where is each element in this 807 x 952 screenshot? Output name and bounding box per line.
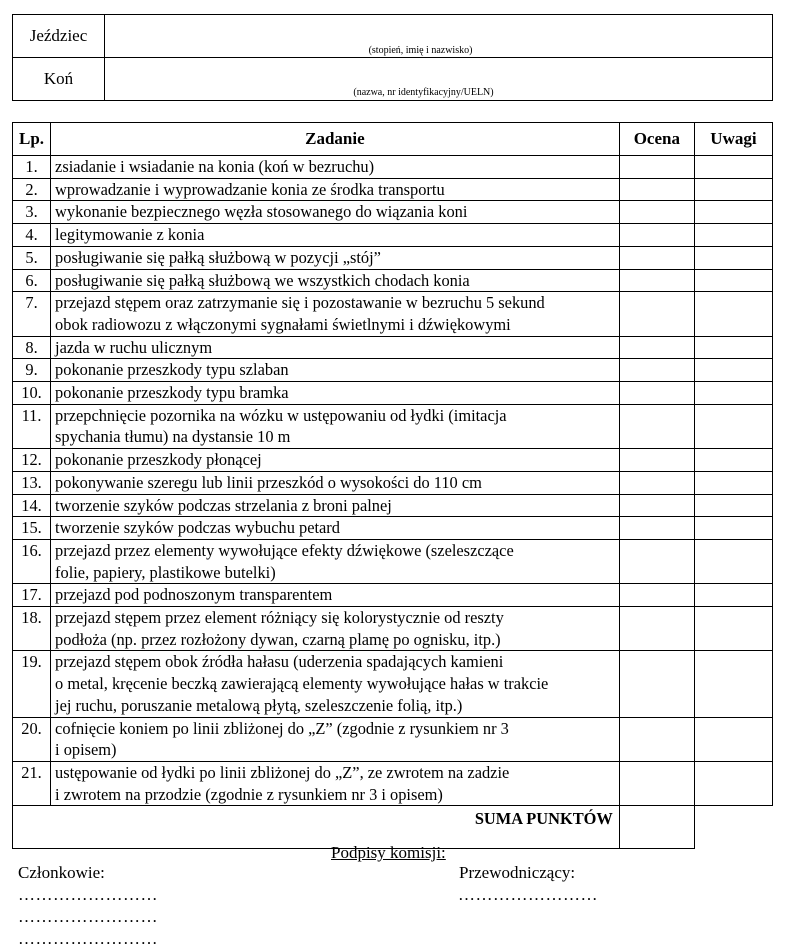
table-row: [13, 471, 773, 494]
notes-cell[interactable]: [694, 201, 772, 224]
task-line: folie, papiery, plastikowe butelki): [55, 562, 276, 582]
table-row: [13, 494, 773, 517]
task-line: wprowadzanie i wyprowadzanie konia ze środka transportu: [55, 179, 445, 199]
task-line: cofnięcie koniem po linii zbliżonej do „Z” (zgodnie z rysunkiem nr 3: [55, 718, 509, 738]
row-number: 3.: [13, 201, 51, 224]
score-cell[interactable]: [619, 156, 694, 179]
row-number: 2.: [13, 178, 51, 201]
score-cell[interactable]: [619, 651, 694, 717]
task-description: [51, 539, 620, 583]
score-cell[interactable]: [619, 449, 694, 472]
table-row: [13, 336, 773, 359]
task-description: [51, 178, 620, 201]
score-cell[interactable]: [619, 269, 694, 292]
notes-cell[interactable]: [694, 224, 772, 247]
table-row: [13, 517, 773, 540]
row-number: 8.: [13, 336, 51, 359]
notes-cell[interactable]: [694, 651, 772, 717]
notes-cell[interactable]: [694, 471, 772, 494]
task-description: [51, 201, 620, 224]
task-line: i zwrotem na przodzie (zgodnie z rysunkiem nr 3 i opisem): [55, 784, 443, 804]
task-description: [51, 717, 620, 761]
total-score-cell[interactable]: [619, 806, 694, 849]
score-cell[interactable]: [619, 201, 694, 224]
score-cell[interactable]: [619, 761, 694, 805]
table-row: [13, 201, 773, 224]
row-number: 14.: [13, 494, 51, 517]
task-description: [51, 651, 620, 717]
notes-cell[interactable]: [694, 156, 772, 179]
task-description: [51, 584, 620, 607]
score-cell[interactable]: [619, 246, 694, 269]
notes-cell[interactable]: [694, 717, 772, 761]
row-number: 15.: [13, 517, 51, 540]
task-line: tworzenie szyków podczas strzelania z broni palnej: [55, 495, 392, 515]
task-description: [51, 404, 620, 448]
task-line: jej ruchu, poruszanie metalową płytą, szeleszczenie folią, itp.): [55, 695, 463, 715]
table-row: [13, 292, 773, 336]
score-cell[interactable]: [619, 584, 694, 607]
task-line: tworzenie szyków podczas wybuchu petard: [55, 518, 340, 538]
task-line: obok radiowozu z włączonymi sygnałami świetlnymi i dźwiękowymi: [55, 314, 511, 334]
task-description: [51, 246, 620, 269]
task-line: przepchnięcie pozornika na wózku w ustępowaniu od łydki (imitacja: [55, 405, 507, 425]
table-row: [13, 404, 773, 448]
task-line: przejazd stępem obok źródła hałasu (uderzenia spadających kamieni: [55, 652, 504, 672]
row-number: 7.: [13, 292, 51, 336]
score-cell[interactable]: [619, 382, 694, 405]
rider-field[interactable]: [105, 15, 773, 58]
table-row: [13, 178, 773, 201]
task-line: legitymowanie z konia: [55, 225, 205, 245]
row-number: 21.: [13, 761, 51, 805]
notes-cell[interactable]: [694, 494, 772, 517]
task-description: [51, 449, 620, 472]
task-description: [51, 471, 620, 494]
horse-hint: (nazwa, nr identyfikacyjny/UELN): [353, 87, 494, 98]
table-row: [13, 224, 773, 247]
score-cell[interactable]: [619, 607, 694, 651]
tasks-table: [12, 122, 773, 849]
notes-cell[interactable]: [694, 539, 772, 583]
notes-cell[interactable]: [694, 269, 772, 292]
horse-label: Koń: [13, 58, 105, 101]
task-line: pokonanie przeszkody typu szlaban: [55, 360, 289, 380]
task-description: [51, 156, 620, 179]
total-blank-cell: [694, 806, 772, 849]
task-line: ustępowanie od łydki po linii zbliżonej do „Z”, ze zwrotem na zadzie: [55, 762, 510, 782]
task-line: przejazd stępem przez element różniący się kolorystycznie od reszty: [55, 608, 504, 628]
task-description: [51, 336, 620, 359]
score-cell[interactable]: [619, 224, 694, 247]
total-label: SUMA PUNKTÓW: [13, 806, 620, 849]
task-line: o metal, kręcenie beczką zawierającą elementy wywołujące hałas w trakcie: [55, 674, 549, 694]
row-number: 9.: [13, 359, 51, 382]
header-notes: Uwagi: [694, 123, 772, 156]
row-number: 13.: [13, 471, 51, 494]
table-row: [13, 607, 773, 651]
row-number: 1.: [13, 156, 51, 179]
notes-cell[interactable]: [694, 382, 772, 405]
score-cell[interactable]: [619, 471, 694, 494]
row-number: 10.: [13, 382, 51, 405]
table-row: [13, 761, 773, 805]
row-number: 4.: [13, 224, 51, 247]
task-line: zsiadanie i wsiadanie na konia (koń w bezruchu): [55, 157, 375, 176]
score-cell[interactable]: [619, 717, 694, 761]
rider-label: Jeździec: [13, 15, 105, 58]
task-line: przejazd przez elementy wywołujące efekty dźwiękowe (szeleszczące: [55, 540, 514, 560]
task-description: [51, 494, 620, 517]
notes-cell[interactable]: [694, 178, 772, 201]
notes-cell[interactable]: [694, 404, 772, 448]
task-description: [51, 761, 620, 805]
task-line: wykonanie bezpiecznego węzła stosowanego do wiązania koni: [55, 202, 468, 222]
header-task: Zadanie: [51, 123, 620, 156]
chair-label: Przewodniczący:: [459, 863, 576, 882]
row-number: 11.: [13, 404, 51, 448]
notes-cell[interactable]: [694, 336, 772, 359]
notes-cell[interactable]: [694, 761, 772, 805]
notes-cell[interactable]: [694, 292, 772, 336]
table-row: [13, 156, 773, 179]
member-signature-line[interactable]: ……………………: [18, 885, 158, 904]
table-row: [13, 539, 773, 583]
table-row: [13, 651, 773, 717]
task-description: [51, 517, 620, 540]
table-row: [13, 382, 773, 405]
task-line: posługiwanie się pałką służbową w pozycji „stój”: [55, 247, 381, 267]
score-cell[interactable]: [619, 336, 694, 359]
score-cell[interactable]: [619, 539, 694, 583]
score-cell[interactable]: [619, 517, 694, 540]
score-cell[interactable]: [619, 404, 694, 448]
chair-signature-line[interactable]: ……………………: [458, 885, 598, 904]
header-lp: Lp.: [13, 123, 51, 156]
task-line: i opisem): [55, 740, 117, 760]
row-number: 18.: [13, 607, 51, 651]
table-row: [13, 269, 773, 292]
score-cell[interactable]: [619, 292, 694, 336]
members-label: Członkowie:: [18, 863, 105, 882]
task-line: przejazd pod podnoszonym transparentem: [55, 585, 333, 605]
task-description: [51, 224, 620, 247]
task-rows: [13, 156, 773, 806]
member-signature-line[interactable]: ……………………: [18, 907, 158, 926]
task-line: jazda w ruchu ulicznym: [55, 337, 213, 357]
task-line: pokonanie przeszkody płonącej: [55, 450, 262, 470]
notes-cell[interactable]: [694, 359, 772, 382]
signatures-title: Podpisy komisji:: [331, 843, 446, 862]
row-number: 12.: [13, 449, 51, 472]
task-description: [51, 382, 620, 405]
table-row: [13, 246, 773, 269]
table-row: [13, 359, 773, 382]
task-line: spychania tłumu) na dystansie 10 m: [55, 427, 291, 447]
row-number: 16.: [13, 539, 51, 583]
task-description: [51, 359, 620, 382]
score-cell[interactable]: [619, 494, 694, 517]
rider-horse-table: [12, 14, 773, 101]
notes-cell[interactable]: [694, 246, 772, 269]
task-description: [51, 607, 620, 651]
horse-field[interactable]: [105, 58, 773, 101]
row-number: 17.: [13, 584, 51, 607]
task-line: pokonanie przeszkody typu bramka: [55, 383, 289, 403]
table-row: [13, 449, 773, 472]
task-line: pokonywanie szeregu lub linii przeszkód o wysokości do 110 cm: [55, 472, 482, 492]
row-number: 20.: [13, 717, 51, 761]
notes-cell[interactable]: [694, 449, 772, 472]
task-description: [51, 269, 620, 292]
table-row: [13, 717, 773, 761]
row-number: 5.: [13, 246, 51, 269]
notes-cell[interactable]: [694, 517, 772, 540]
member-signature-line[interactable]: ……………………: [18, 929, 158, 948]
header-score: Ocena: [619, 123, 694, 156]
notes-cell[interactable]: [694, 584, 772, 607]
task-description: [51, 292, 620, 336]
table-row: [13, 584, 773, 607]
task-line: podłoża (np. przez rozłożony dywan, czarną plamę po ognisku, itp.): [55, 629, 501, 649]
rider-hint: (stopień, imię i nazwisko): [368, 45, 473, 56]
task-line: przejazd stępem oraz zatrzymanie się i pozostawanie w bezruchu 5 sekund: [55, 293, 545, 313]
notes-cell[interactable]: [694, 607, 772, 651]
score-cell[interactable]: [619, 359, 694, 382]
row-number: 19.: [13, 651, 51, 717]
score-cell[interactable]: [619, 178, 694, 201]
row-number: 6.: [13, 269, 51, 292]
task-line: posługiwanie się pałką służbową we wszystkich chodach konia: [55, 270, 470, 290]
